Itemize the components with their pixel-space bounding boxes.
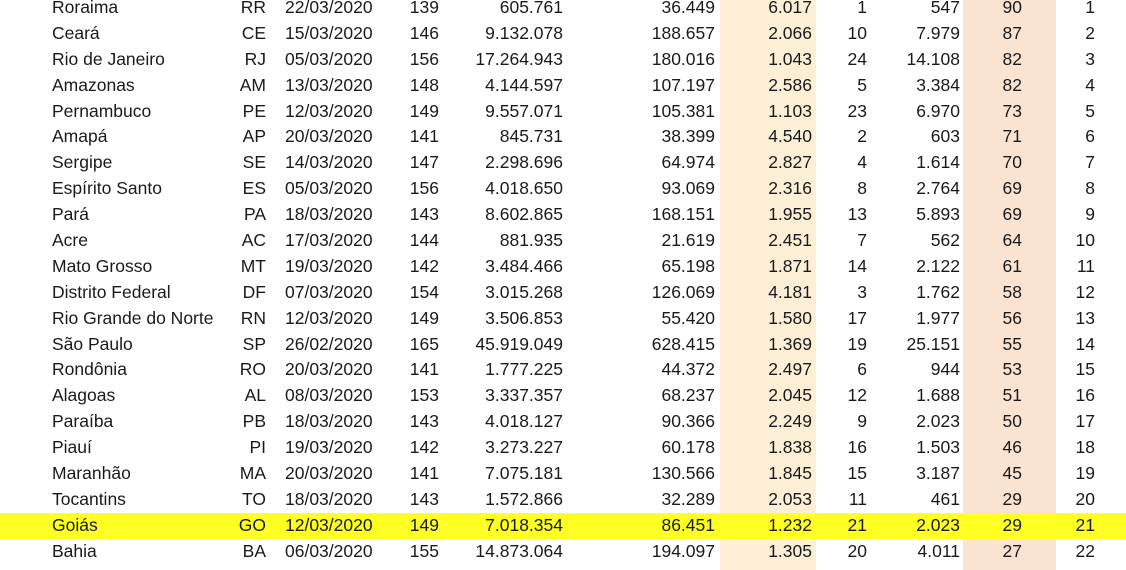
uf-cell: AC xyxy=(241,230,266,251)
deaths-per-100k-cell: 71 xyxy=(1002,126,1022,147)
uf-cell: TO xyxy=(242,488,266,509)
days-cell: 142 xyxy=(409,255,439,276)
days-cell: 155 xyxy=(409,540,439,561)
cases-per-100k-cell: 4.540 xyxy=(768,126,812,147)
uf-cell: RO xyxy=(239,359,266,380)
cases-rank-cell: 11 xyxy=(848,488,867,509)
uf-cell: SP xyxy=(242,333,266,354)
days-cell: 143 xyxy=(409,411,439,432)
deaths-rank-cell: 5 xyxy=(1085,100,1095,121)
population-cell: 881.935 xyxy=(499,230,563,251)
first-case-date-cell: 20/03/2020 xyxy=(285,359,373,380)
uf-cell: MT xyxy=(240,255,266,276)
uf-cell: RN xyxy=(240,307,266,328)
state-name-cell: Amazonas xyxy=(52,74,135,95)
days-cell: 147 xyxy=(409,152,439,173)
population-cell: 7.018.354 xyxy=(485,514,563,535)
cases-cell: 194.097 xyxy=(651,540,715,561)
cases-cell: 36.449 xyxy=(661,0,715,17)
first-case-date-cell: 12/03/2020 xyxy=(285,100,373,121)
first-case-date-cell: 20/03/2020 xyxy=(285,463,373,484)
deaths-cell: 2.122 xyxy=(916,255,960,276)
uf-cell: CE xyxy=(241,22,266,43)
deaths-cell: 2.023 xyxy=(916,411,960,432)
uf-cell: GO xyxy=(238,514,266,535)
population-cell: 7.075.181 xyxy=(485,463,563,484)
uf-cell: ES xyxy=(242,178,266,199)
deaths-per-100k-cell: 69 xyxy=(1002,204,1022,225)
state-name-cell: Ceará xyxy=(52,22,100,43)
table-row xyxy=(0,306,1126,332)
days-cell: 149 xyxy=(409,307,439,328)
days-cell: 165 xyxy=(409,333,439,354)
uf-cell: PB xyxy=(242,411,266,432)
cases-rank-cell: 24 xyxy=(847,48,867,69)
table-row xyxy=(0,539,1126,565)
cases-per-100k-cell: 1.955 xyxy=(768,204,812,225)
deaths-cell: 1.762 xyxy=(916,281,960,302)
deaths-per-100k-cell: 55 xyxy=(1002,333,1022,354)
uf-cell: AM xyxy=(239,74,266,95)
state-name-cell: Maranhão xyxy=(52,463,131,484)
cases-per-100k-cell: 2.827 xyxy=(768,152,812,173)
deaths-cell: 2.764 xyxy=(916,178,960,199)
first-case-date-cell: 14/03/2020 xyxy=(285,152,373,173)
population-cell: 1.777.225 xyxy=(485,359,563,380)
state-name-cell: Paraíba xyxy=(52,411,114,432)
population-cell: 3.484.466 xyxy=(485,255,563,276)
cases-per-100k-cell: 2.045 xyxy=(768,385,812,406)
state-name-cell: São Paulo xyxy=(52,333,133,354)
first-case-date-cell: 26/02/2020 xyxy=(285,333,373,354)
deaths-cell: 547 xyxy=(930,0,960,17)
cases-cell: 105.381 xyxy=(651,100,715,121)
cases-rank-cell: 19 xyxy=(847,333,867,354)
deaths-rank-cell: 12 xyxy=(1075,281,1095,302)
state-name-cell: Rondônia xyxy=(52,359,127,380)
cases-per-100k-cell: 1.580 xyxy=(768,307,812,328)
cases-rank-cell: 7 xyxy=(857,230,867,251)
cases-rank-cell: 1 xyxy=(857,0,867,17)
population-cell: 9.557.071 xyxy=(485,100,563,121)
cases-rank-cell: 3 xyxy=(857,281,867,302)
deaths-rank-cell: 9 xyxy=(1085,204,1095,225)
cases-cell: 68.237 xyxy=(661,385,715,406)
cases-per-100k-cell: 1.369 xyxy=(768,333,812,354)
deaths-cell: 7.979 xyxy=(916,22,960,43)
deaths-rank-cell: 6 xyxy=(1085,126,1095,147)
cases-rank-cell: 6 xyxy=(857,359,867,380)
population-cell: 3.015.268 xyxy=(485,281,563,302)
days-cell: 153 xyxy=(409,385,439,406)
population-cell: 3.506.853 xyxy=(485,307,563,328)
table-row xyxy=(0,280,1126,306)
deaths-cell: 25.151 xyxy=(906,333,960,354)
cases-per-100k-cell: 2.066 xyxy=(768,22,812,43)
first-case-date-cell: 07/03/2020 xyxy=(285,281,373,302)
deaths-per-100k-cell: 45 xyxy=(1002,463,1022,484)
table-row-highlighted xyxy=(0,513,1126,539)
deaths-cell: 944 xyxy=(930,359,960,380)
state-name-cell: Pará xyxy=(52,204,89,225)
first-case-date-cell: 19/03/2020 xyxy=(285,437,373,458)
cases-rank-cell: 17 xyxy=(847,307,867,328)
cases-rank-cell: 20 xyxy=(847,540,867,561)
population-cell: 14.873.064 xyxy=(475,540,563,561)
table-row xyxy=(0,383,1126,409)
deaths-cell: 1.977 xyxy=(916,307,960,328)
deaths-cell: 5.893 xyxy=(916,204,960,225)
deaths-rank-cell: 16 xyxy=(1075,385,1095,406)
cases-cell: 130.566 xyxy=(651,463,715,484)
first-case-date-cell: 06/03/2020 xyxy=(285,540,373,561)
table-row xyxy=(0,228,1126,254)
deaths-rank-cell: 4 xyxy=(1085,74,1095,95)
days-cell: 156 xyxy=(409,48,439,69)
cases-cell: 32.289 xyxy=(661,488,715,509)
population-cell: 4.018.127 xyxy=(485,411,563,432)
first-case-date-cell: 12/03/2020 xyxy=(285,307,373,328)
cases-rank-cell: 15 xyxy=(847,463,867,484)
uf-cell: MA xyxy=(239,463,266,484)
state-name-cell: Piauí xyxy=(52,437,92,458)
deaths-rank-cell: 15 xyxy=(1075,359,1095,380)
state-name-cell: Rio Grande do Norte xyxy=(52,307,214,328)
population-cell: 3.337.357 xyxy=(485,385,563,406)
first-case-date-cell: 05/03/2020 xyxy=(285,178,373,199)
deaths-rank-cell: 3 xyxy=(1085,48,1095,69)
table-row xyxy=(0,0,1126,21)
population-cell: 845.731 xyxy=(499,126,563,147)
deaths-rank-cell: 17 xyxy=(1075,411,1095,432)
first-case-date-cell: 08/03/2020 xyxy=(285,385,373,406)
deaths-cell: 461 xyxy=(930,488,960,509)
deaths-per-100k-cell: 73 xyxy=(1002,100,1022,121)
deaths-rank-cell: 11 xyxy=(1076,255,1095,276)
deaths-rank-cell: 21 xyxy=(1075,514,1095,535)
cases-per-100k-cell: 1.838 xyxy=(768,437,812,458)
cases-rank-cell: 16 xyxy=(847,437,867,458)
state-name-cell: Acre xyxy=(52,230,88,251)
population-cell: 3.273.227 xyxy=(485,437,563,458)
cases-per-100k-cell: 1.871 xyxy=(768,255,812,276)
deaths-per-100k-cell: 29 xyxy=(1002,488,1022,509)
cases-cell: 21.619 xyxy=(661,230,715,251)
deaths-per-100k-cell: 64 xyxy=(1002,230,1022,251)
deaths-per-100k-cell: 29 xyxy=(1002,514,1022,535)
cases-rank-cell: 2 xyxy=(857,126,867,147)
days-cell: 141 xyxy=(409,359,439,380)
deaths-per-100k-cell: 53 xyxy=(1002,359,1022,380)
days-cell: 148 xyxy=(409,74,439,95)
deaths-cell: 2.023 xyxy=(916,514,960,535)
uf-cell: AL xyxy=(244,385,266,406)
days-cell: 144 xyxy=(409,230,439,251)
deaths-per-100k-cell: 69 xyxy=(1002,178,1022,199)
state-name-cell: Roraima xyxy=(52,0,119,17)
cases-cell: 55.420 xyxy=(661,307,715,328)
deaths-per-100k-cell: 61 xyxy=(1002,255,1022,276)
cases-per-100k-cell: 1.103 xyxy=(768,100,812,121)
cases-rank-cell: 13 xyxy=(847,204,867,225)
cases-cell: 38.399 xyxy=(661,126,715,147)
state-name-cell: Bahia xyxy=(52,540,97,561)
uf-cell: SE xyxy=(242,152,266,173)
deaths-cell: 1.503 xyxy=(916,437,960,458)
population-cell: 4.144.597 xyxy=(485,74,563,95)
deaths-cell: 3.187 xyxy=(916,463,960,484)
table-row xyxy=(0,47,1126,73)
days-cell: 149 xyxy=(409,100,439,121)
deaths-cell: 1.688 xyxy=(916,385,960,406)
deaths-rank-cell: 7 xyxy=(1085,152,1095,173)
first-case-date-cell: 17/03/2020 xyxy=(285,230,373,251)
table-row xyxy=(0,254,1126,280)
cases-cell: 86.451 xyxy=(661,514,715,535)
uf-cell: PE xyxy=(242,100,266,121)
deaths-per-100k-cell: 90 xyxy=(1002,0,1022,17)
deaths-rank-cell: 19 xyxy=(1075,463,1095,484)
cases-rank-cell: 5 xyxy=(857,74,867,95)
cases-cell: 168.151 xyxy=(651,204,715,225)
table-row xyxy=(0,150,1126,176)
uf-cell: DF xyxy=(242,281,266,302)
deaths-per-100k-cell: 50 xyxy=(1002,411,1022,432)
cases-cell: 188.657 xyxy=(651,22,715,43)
table-row xyxy=(0,409,1126,435)
state-name-cell: Amapá xyxy=(52,126,108,147)
state-name-cell: Distrito Federal xyxy=(52,281,171,302)
uf-cell: BA xyxy=(242,540,266,561)
days-cell: 142 xyxy=(409,437,439,458)
first-case-date-cell: 13/03/2020 xyxy=(285,74,373,95)
state-name-cell: Mato Grosso xyxy=(52,255,153,276)
deaths-rank-cell: 18 xyxy=(1075,437,1095,458)
deaths-cell: 6.970 xyxy=(916,100,960,121)
days-cell: 139 xyxy=(409,0,439,17)
cases-per-100k-cell: 2.451 xyxy=(768,230,812,251)
cases-rank-cell: 4 xyxy=(857,152,867,173)
table-row xyxy=(0,124,1126,150)
cases-per-100k-cell: 2.497 xyxy=(768,359,812,380)
deaths-per-100k-cell: 87 xyxy=(1002,22,1022,43)
population-cell: 2.298.696 xyxy=(485,152,563,173)
cases-per-100k-cell: 2.586 xyxy=(768,74,812,95)
deaths-cell: 3.384 xyxy=(916,74,960,95)
cases-per-100k-cell: 1.305 xyxy=(768,540,812,561)
deaths-cell: 14.108 xyxy=(906,48,960,69)
cases-cell: 65.198 xyxy=(661,255,715,276)
cases-cell: 44.372 xyxy=(661,359,715,380)
deaths-rank-cell: 8 xyxy=(1085,178,1095,199)
table-row xyxy=(0,487,1126,513)
first-case-date-cell: 05/03/2020 xyxy=(285,48,373,69)
table-row xyxy=(0,202,1126,228)
cases-per-100k-cell: 1.232 xyxy=(768,514,812,535)
days-cell: 143 xyxy=(409,204,439,225)
first-case-date-cell: 18/03/2020 xyxy=(285,411,373,432)
cases-per-100k-cell: 1.043 xyxy=(768,48,812,69)
uf-cell: RR xyxy=(240,0,266,17)
population-cell: 605.761 xyxy=(499,0,563,17)
state-name-cell: Pernambuco xyxy=(52,100,152,121)
days-cell: 156 xyxy=(409,178,439,199)
state-name-cell: Tocantins xyxy=(52,488,126,509)
uf-cell: RJ xyxy=(244,48,266,69)
deaths-rank-cell: 13 xyxy=(1075,307,1095,328)
deaths-per-100k-cell: 56 xyxy=(1002,307,1022,328)
cases-per-100k-cell: 2.316 xyxy=(768,178,812,199)
first-case-date-cell: 15/03/2020 xyxy=(285,22,373,43)
days-cell: 143 xyxy=(409,488,439,509)
cases-rank-cell: 21 xyxy=(847,514,867,535)
cases-rank-cell: 9 xyxy=(857,411,867,432)
deaths-per-100k-cell: 58 xyxy=(1002,281,1022,302)
deaths-cell: 1.614 xyxy=(916,152,960,173)
cases-per-100k-cell: 6.017 xyxy=(768,0,812,17)
days-cell: 149 xyxy=(409,514,439,535)
table-row xyxy=(0,461,1126,487)
population-cell: 8.602.865 xyxy=(485,204,563,225)
cases-cell: 180.016 xyxy=(651,48,715,69)
deaths-per-100k-cell: 82 xyxy=(1002,74,1022,95)
first-case-date-cell: 18/03/2020 xyxy=(285,204,373,225)
cases-per-100k-cell: 4.181 xyxy=(768,281,812,302)
deaths-per-100k-cell: 82 xyxy=(1002,48,1022,69)
first-case-date-cell: 18/03/2020 xyxy=(285,488,373,509)
table-row xyxy=(0,99,1126,125)
first-case-date-cell: 22/03/2020 xyxy=(285,0,373,17)
population-cell: 1.572.866 xyxy=(485,488,563,509)
cases-rank-cell: 10 xyxy=(847,22,867,43)
cases-cell: 628.415 xyxy=(651,333,715,354)
cases-rank-cell: 8 xyxy=(857,178,867,199)
days-cell: 141 xyxy=(409,126,439,147)
days-cell: 146 xyxy=(409,22,439,43)
uf-cell: AP xyxy=(242,126,266,147)
deaths-rank-cell: 1 xyxy=(1085,0,1095,17)
deaths-cell: 603 xyxy=(930,126,960,147)
days-cell: 154 xyxy=(409,281,439,302)
deaths-per-100k-cell: 51 xyxy=(1002,385,1022,406)
cases-cell: 60.178 xyxy=(661,437,715,458)
population-cell: 17.264.943 xyxy=(475,48,563,69)
cases-rank-cell: 12 xyxy=(847,385,867,406)
cases-cell: 64.974 xyxy=(661,152,715,173)
deaths-rank-cell: 20 xyxy=(1075,488,1095,509)
cases-cell: 93.069 xyxy=(661,178,715,199)
uf-cell: PA xyxy=(243,204,266,225)
deaths-per-100k-cell: 46 xyxy=(1002,437,1022,458)
table-row xyxy=(0,332,1126,358)
table-row xyxy=(0,357,1126,383)
population-cell: 45.919.049 xyxy=(475,333,563,354)
uf-cell: PI xyxy=(249,437,266,458)
state-name-cell: Sergipe xyxy=(52,152,113,173)
table-row xyxy=(0,21,1126,47)
deaths-rank-cell: 2 xyxy=(1085,22,1095,43)
deaths-per-100k-cell: 70 xyxy=(1002,152,1022,173)
cases-rank-cell: 14 xyxy=(847,255,867,276)
cases-cell: 126.069 xyxy=(651,281,715,302)
days-cell: 141 xyxy=(409,463,439,484)
population-cell: 9.132.078 xyxy=(485,22,563,43)
deaths-rank-cell: 10 xyxy=(1075,230,1095,251)
cases-cell: 107.197 xyxy=(651,74,715,95)
deaths-cell: 4.011 xyxy=(917,540,960,561)
state-name-cell: Espírito Santo xyxy=(52,178,162,199)
cases-per-100k-cell: 2.053 xyxy=(768,488,812,509)
deaths-per-100k-cell: 27 xyxy=(1002,540,1022,561)
cases-per-100k-cell: 2.249 xyxy=(768,411,812,432)
deaths-rank-cell: 22 xyxy=(1075,540,1095,561)
table-row xyxy=(0,73,1126,99)
first-case-date-cell: 19/03/2020 xyxy=(285,255,373,276)
table-row xyxy=(0,176,1126,202)
table-row xyxy=(0,435,1126,461)
population-cell: 4.018.650 xyxy=(485,178,563,199)
first-case-date-cell: 12/03/2020 xyxy=(285,514,373,535)
cases-per-100k-cell: 1.845 xyxy=(768,463,812,484)
state-name-cell: Goiás xyxy=(52,514,98,535)
cases-rank-cell: 23 xyxy=(847,100,867,121)
deaths-cell: 562 xyxy=(930,230,960,251)
cases-cell: 90.366 xyxy=(661,411,715,432)
deaths-rank-cell: 14 xyxy=(1075,333,1095,354)
state-name-cell: Rio de Janeiro xyxy=(52,48,165,69)
state-name-cell: Alagoas xyxy=(52,385,116,406)
first-case-date-cell: 20/03/2020 xyxy=(285,126,373,147)
